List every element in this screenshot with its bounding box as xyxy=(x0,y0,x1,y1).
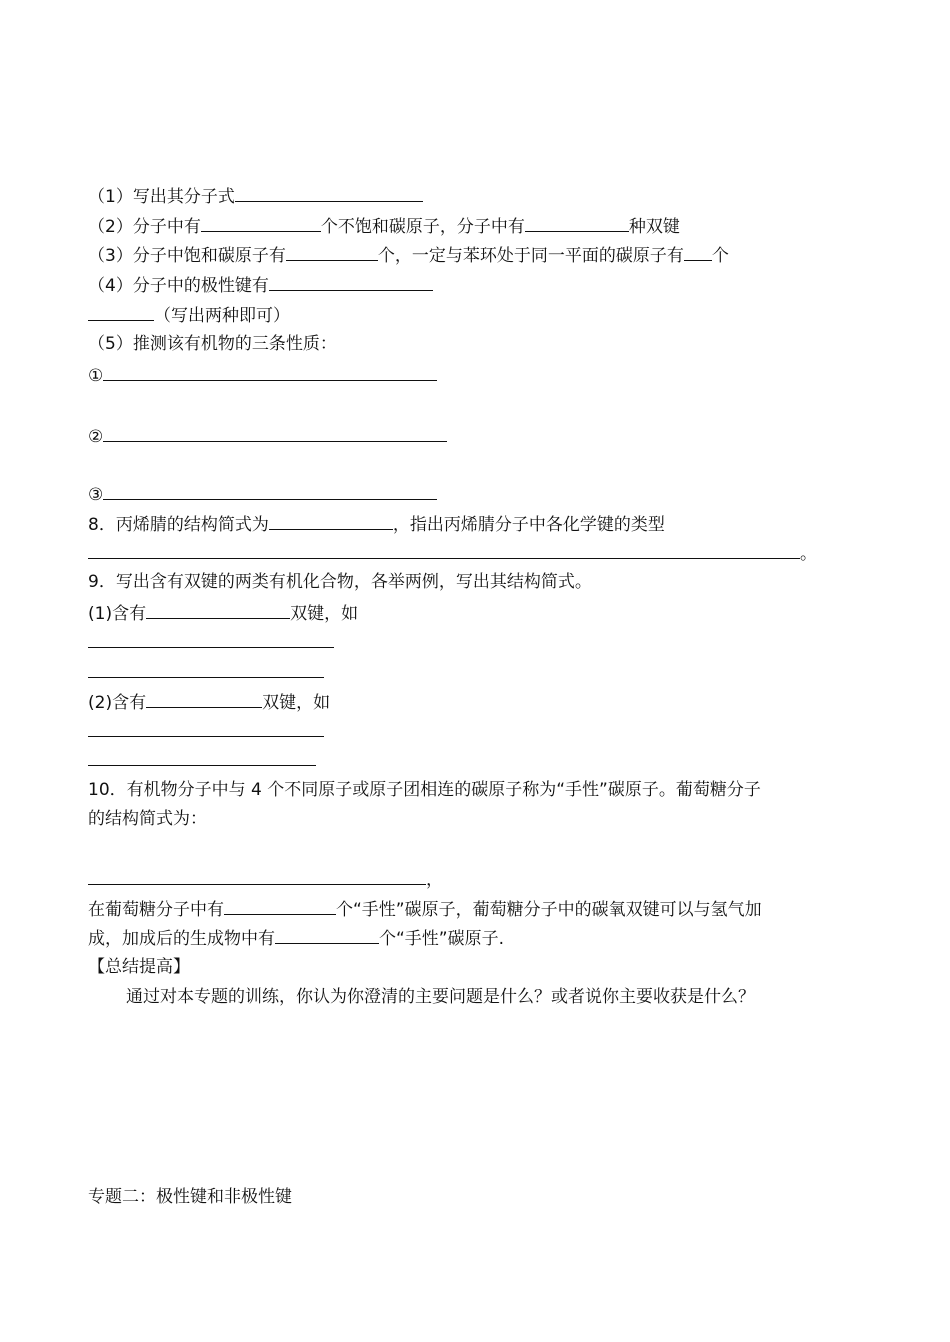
q7-part4-cont: （写出两种即可） xyxy=(88,303,290,325)
q10-line4: 成，加成后的生成物中有 个“手性”碳原子. xyxy=(88,926,504,948)
q10-line3: 在葡萄糖分子中有 个“手性”碳原子，葡萄糖分子中的碳氧双键可以与氢气加 xyxy=(88,897,762,919)
answer-line[interactable] xyxy=(88,647,334,648)
q10-line2: 的结构简式为： xyxy=(88,809,207,829)
answer-blank[interactable] xyxy=(269,512,393,530)
answer-blank[interactable] xyxy=(269,273,433,291)
answer-blank[interactable] xyxy=(146,601,290,619)
answer-blank[interactable] xyxy=(88,303,154,321)
q7-property-2: ② xyxy=(88,424,447,446)
q8-stem: 8．丙烯腈的结构简式为 ，指出丙烯腈分子中各化学键的类型 xyxy=(88,512,665,534)
answer-blank[interactable] xyxy=(103,482,437,500)
answer-blank[interactable] xyxy=(684,243,712,261)
q8-answer-line: 。 xyxy=(88,541,817,563)
q7-part4: （4）分子中的极性键有 xyxy=(88,273,433,295)
q10-formula-line: ， xyxy=(88,867,443,889)
answer-blank[interactable] xyxy=(88,541,800,559)
summary-heading: 【总结提高】 xyxy=(88,957,190,977)
topic-two-heading: 专题二：极性键和非极性键 xyxy=(88,1187,292,1207)
answer-line[interactable] xyxy=(88,736,324,737)
answer-blank[interactable] xyxy=(525,214,629,232)
q9-stem: 9．写出含有双键的两类有机化合物，各举两例，写出其结构简式。 xyxy=(88,572,592,592)
answer-line[interactable] xyxy=(88,765,316,766)
answer-blank[interactable] xyxy=(103,424,447,442)
q7-part3: （3）分子中饱和碳原子有 个，一定与苯环处于同一平面的碳原子有 个 xyxy=(88,243,729,265)
summary-question: 通过对本专题的训练，你认为你澄清的主要问题是什么？或者说你主要收获是什么？ xyxy=(126,987,755,1007)
answer-blank[interactable] xyxy=(146,690,262,708)
q7-part5: （5）推测该有机物的三条性质： xyxy=(88,334,337,354)
answer-blank[interactable] xyxy=(201,214,321,232)
answer-line[interactable] xyxy=(88,677,324,678)
answer-blank[interactable] xyxy=(224,897,336,915)
q10-line1: 10．有机物分子中与 4 个不同原子或原子团相连的碳原子称为“手性”碳原子。葡萄糖分子 xyxy=(88,780,761,800)
answer-blank[interactable] xyxy=(286,243,378,261)
q7-property-1: ① xyxy=(88,363,437,385)
answer-blank[interactable] xyxy=(275,926,379,944)
q9-sub1: (1)含有 双键，如 xyxy=(88,601,358,623)
q7-part1: （1）写出其分子式 xyxy=(88,184,423,206)
q9-sub2: (2)含有 双键，如 xyxy=(88,690,330,712)
answer-blank[interactable] xyxy=(88,867,426,885)
q7-part2: （2）分子中有 个不饱和碳原子，分子中有 种双键 xyxy=(88,214,680,236)
answer-blank[interactable] xyxy=(103,363,437,381)
answer-blank[interactable] xyxy=(235,184,423,202)
q7-property-3: ③ xyxy=(88,482,437,504)
